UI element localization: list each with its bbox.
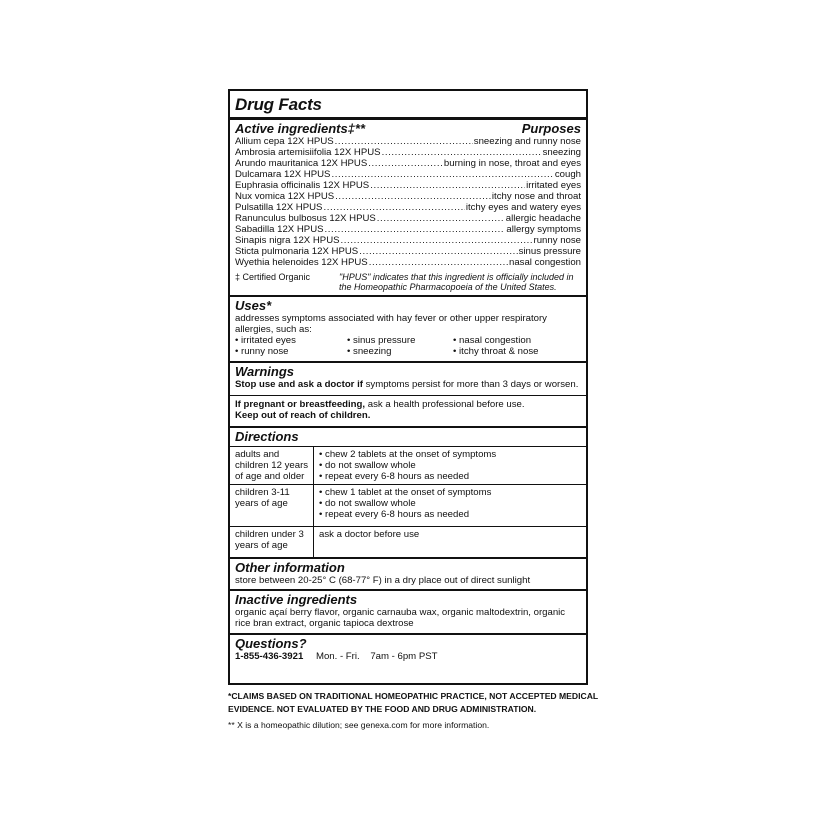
ingredient-purpose: allergy symptoms (506, 224, 581, 235)
contact-hours: Mon. - Fri. 7am - 6pm PST (315, 651, 438, 662)
divider (230, 395, 586, 396)
divider (230, 426, 586, 428)
ingredient-name: Wyethia helenoides 12X HPUS (235, 257, 368, 268)
uses-list (235, 335, 581, 357)
ingredient-purpose: sneezing and runny nose (473, 136, 581, 147)
table-cell-dose (314, 527, 586, 557)
pregnancy-text: ask a health professional before use. (365, 399, 525, 410)
ingredient-row (235, 202, 581, 213)
dose-line: • repeat every 6-8 hours as needed (319, 471, 470, 482)
dot-leader (323, 202, 464, 213)
ingredient-name: Allium cepa 12X HPUS (235, 136, 334, 147)
dot-leader (377, 213, 505, 224)
dose-line: • do not swallow whole (319, 498, 416, 509)
table-row (230, 526, 586, 557)
claims-disclaimer: *CLAIMS BASED ON TRADITIONAL HOMEOPATHIC PRACTICE, NOT ACCEPTED MEDICAL EVIDENCE. NOT EVALUATED BY THE FOOD AND DRUG ADMINISTRATION. (228, 691, 599, 714)
list-item: • irritated eyes (235, 335, 296, 346)
dose-line: • do not swallow whole (319, 460, 416, 471)
ingredient-purpose: sinus pressure (518, 246, 581, 257)
dot-leader (331, 169, 553, 180)
dose-line: • chew 2 tablets at the onset of symptoms (319, 449, 497, 460)
drug-facts-panel (228, 89, 588, 685)
list-item: • runny nose (235, 346, 289, 357)
dot-leader (359, 246, 517, 257)
ingredient-row (235, 180, 581, 191)
table-cell-age: children 3-11 years of age (230, 485, 314, 526)
ingredient-name: Ranunculus bulbosus 12X HPUS (235, 213, 376, 224)
ingredient-purpose: cough (554, 169, 581, 180)
ingredient-purpose: nasal congestion (508, 257, 581, 268)
ingredient-purpose: allergic headache (505, 213, 581, 224)
ingredient-row (235, 246, 581, 257)
ingredient-row (235, 136, 581, 147)
questions-title: Questions? (235, 636, 307, 651)
active-ingredients-heading: Active ingredients‡** (235, 121, 366, 136)
ingredient-purpose: irritated eyes (526, 180, 581, 191)
list-item: • itchy throat & nose (453, 346, 539, 357)
ingredient-purpose: itchy nose and throat (491, 191, 581, 202)
warnings-title: Warnings (235, 364, 294, 379)
hpus-note (235, 272, 581, 292)
drug-facts-title: Drug Facts (235, 95, 322, 114)
ingredient-row (235, 158, 581, 169)
ingredients-list (235, 136, 581, 268)
ingredient-row (235, 235, 581, 246)
ingredient-name: Euphrasia officinalis 12X HPUS (235, 180, 370, 191)
ingredient-name: Sabadilla 12X HPUS (235, 224, 324, 235)
ingredient-name: Nux vomica 12X HPUS (235, 191, 335, 202)
ingredient-row (235, 147, 581, 158)
inactive-ingredients-title: Inactive ingredients (235, 592, 358, 607)
pregnancy-label: If pregnant or breastfeeding, (235, 399, 366, 410)
ingredient-purpose: itchy eyes and watery eyes (465, 202, 581, 213)
ingredient-name: Dulcamara 12X HPUS (235, 169, 331, 180)
ingredient-row (235, 213, 581, 224)
contact-line (235, 651, 581, 662)
table-cell-dose (314, 447, 586, 484)
dot-leader (335, 136, 473, 147)
purposes-heading: Purposes (521, 121, 581, 136)
dot-leader (325, 224, 506, 235)
divider (230, 361, 586, 363)
stop-use-label: Stop use and ask a doctor if (235, 379, 363, 390)
dot-leader (369, 257, 508, 268)
ingredient-purpose: runny nose (533, 235, 581, 246)
dose-line: ask a doctor before use (319, 529, 420, 540)
stop-use-text: symptoms persist for more than 3 days or worsen. (362, 379, 579, 390)
table-cell-age: children under 3 years of age (230, 527, 314, 557)
dose-line: • repeat every 6-8 hours as needed (319, 509, 470, 520)
dot-leader (368, 158, 443, 169)
uses-intro: addresses symptoms associated with hay fever or other upper respiratory allergies, such as: (235, 313, 547, 335)
divider (230, 117, 586, 120)
ingredient-name: Ambrosia artemisiifolia 12X HPUS (235, 147, 381, 158)
list-item: • sneezing (347, 346, 392, 357)
table-cell-age: adults and children 12 years of age and older (230, 447, 314, 484)
ingredient-name: Sticta pulmonaria 12X HPUS (235, 246, 359, 257)
dot-leader (335, 191, 491, 202)
dilution-note: ** X is a homeopathic dilution; see genexa.com for more information. (228, 720, 490, 730)
divider (230, 633, 586, 635)
divider (230, 295, 586, 297)
certified-organic-note: ‡ Certified Organic (235, 272, 311, 282)
directions-table (235, 446, 581, 557)
active-ingredients-header (235, 121, 581, 136)
pregnancy-warning (235, 399, 581, 410)
ingredient-name: Arundo mauritanica 12X HPUS (235, 158, 368, 169)
table-row (230, 484, 586, 526)
divider (230, 557, 586, 559)
table-row (230, 446, 586, 484)
ingredient-row (235, 257, 581, 268)
ingredient-row (235, 191, 581, 202)
dot-leader (341, 235, 533, 246)
list-item: • nasal congestion (453, 335, 532, 346)
list-item: • sinus pressure (347, 335, 416, 346)
dot-leader (370, 180, 525, 191)
inactive-ingredients-text: organic açaí berry flavor, organic carnauba wax, organic maltodextrin, organic rice bran extract, organic tapioca dextrose (235, 607, 566, 629)
stop-use-warning (235, 379, 581, 390)
ingredient-row (235, 224, 581, 235)
dose-line: • chew 1 tablet at the onset of symptoms (319, 487, 492, 498)
ingredient-name: Sinapis nigra 12X HPUS (235, 235, 340, 246)
keep-out-of-reach: Keep out of reach of children. (235, 410, 371, 421)
divider (230, 589, 586, 591)
other-information-title: Other information (235, 560, 345, 575)
ingredient-name: Pulsatilla 12X HPUS (235, 202, 323, 213)
uses-title: Uses* (235, 298, 272, 313)
phone-number: 1-855-436-3921 (235, 651, 304, 662)
ingredient-purpose: sneezing (542, 147, 581, 158)
dot-leader (382, 147, 542, 158)
ingredient-purpose: burning in nose, throat and eyes (443, 158, 581, 169)
directions-title: Directions (235, 429, 299, 444)
table-cell-dose (314, 485, 586, 526)
hpus-definition: "HPUS" indicates that this ingredient is officially included in the Homeopathic Pharmacopoeia of the United States. (339, 272, 574, 292)
ingredient-row (235, 169, 581, 180)
other-information-text: store between 20-25° C (68-77° F) in a dry place out of direct sunlight (235, 575, 531, 586)
